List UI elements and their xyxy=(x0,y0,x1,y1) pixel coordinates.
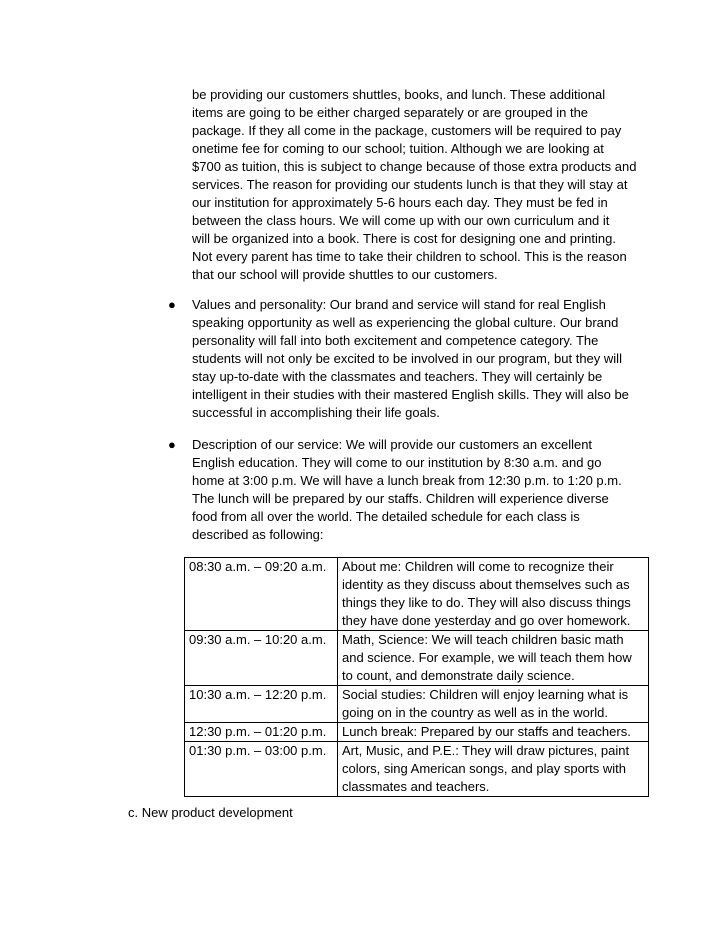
values-personality-paragraph: Values and personality: Our brand and service will stand for real English speaking opportunity as well as experiencing the global culture. Our brand personality will fall into both excitement and competence category. The students will not only be excited to be involved in our program, but they will stay up-to-date with the classmates and teachers. They will certainly be intelligent in their studies with their mastered English skills. They will also be successful in accomplishing their life goals. xyxy=(192,297,629,420)
schedule-time-cell: 10:30 a.m. – 12:20 p.m. xyxy=(185,686,338,723)
schedule-activity-cell: About me: Children will come to recognize their identity as they discuss about themselves such as things they like to do. They will also discuss things they have done yesterday and go over homework. xyxy=(338,558,649,631)
section-heading: c. New product development xyxy=(128,805,293,820)
schedule-activity-cell: Social studies: Children will enjoy learning what is going on in the country as well as in the world. xyxy=(338,686,649,723)
intro-paragraph: be providing our customers shuttles, books, and lunch. These additional items are going to be either charged separately or are grouped in the package. If they all come in the package, customers will be required to pay onetime fee for coming to our school; tuition. Although we are looking at $700 as tuition, this is subject to change because of those extra products and services. The reason for providing our students lunch is that they will stay at our institution for approximately 5-6 hours each day. They must be fed in between the class hours. We will come up with our own curriculum and it will be organized into a book. There is cost for designing one and printing. Not every parent has time to take their children to school. This is the reason that our school will provide shuttles to our customers. xyxy=(192,87,637,282)
schedule-time-cell: 08:30 a.m. – 09:20 a.m. xyxy=(185,558,338,631)
table-row xyxy=(185,558,649,631)
schedule-time-cell: 12:30 p.m. – 01:20 p.m. xyxy=(185,723,338,742)
schedule-activity-cell: Art, Music, and P.E.: They will draw pictures, paint colors, sing American songs, and play sports with classmates and teachers. xyxy=(338,742,649,797)
schedule-activity-cell: Math, Science: We will teach children basic math and science. For example, we will teach them how to count, and demonstrate daily science. xyxy=(338,631,649,686)
table-row xyxy=(185,686,649,723)
service-description-paragraph: Description of our service: We will provide our customers an excellent English education. They will come to our institution by 8:30 a.m. and go home at 3:00 p.m. We will have a lunch break from 12:30 p.m. to 1:20 p.m. The lunch will be prepared by our staffs. Children will experience diverse food from all over the world. The detailed schedule for each class is described as following: xyxy=(192,437,622,542)
table-row xyxy=(185,631,649,686)
table-row xyxy=(185,742,649,797)
schedule-time-cell: 01:30 p.m. – 03:00 p.m. xyxy=(185,742,338,797)
schedule-time-cell: 09:30 a.m. – 10:20 a.m. xyxy=(185,631,338,686)
schedule-activity-cell: Lunch break: Prepared by our staffs and teachers. xyxy=(338,723,649,742)
bullet-icon: ● xyxy=(168,437,176,452)
bullet-icon: ● xyxy=(168,297,176,312)
table-row xyxy=(185,723,649,742)
class-schedule-table xyxy=(184,557,649,797)
